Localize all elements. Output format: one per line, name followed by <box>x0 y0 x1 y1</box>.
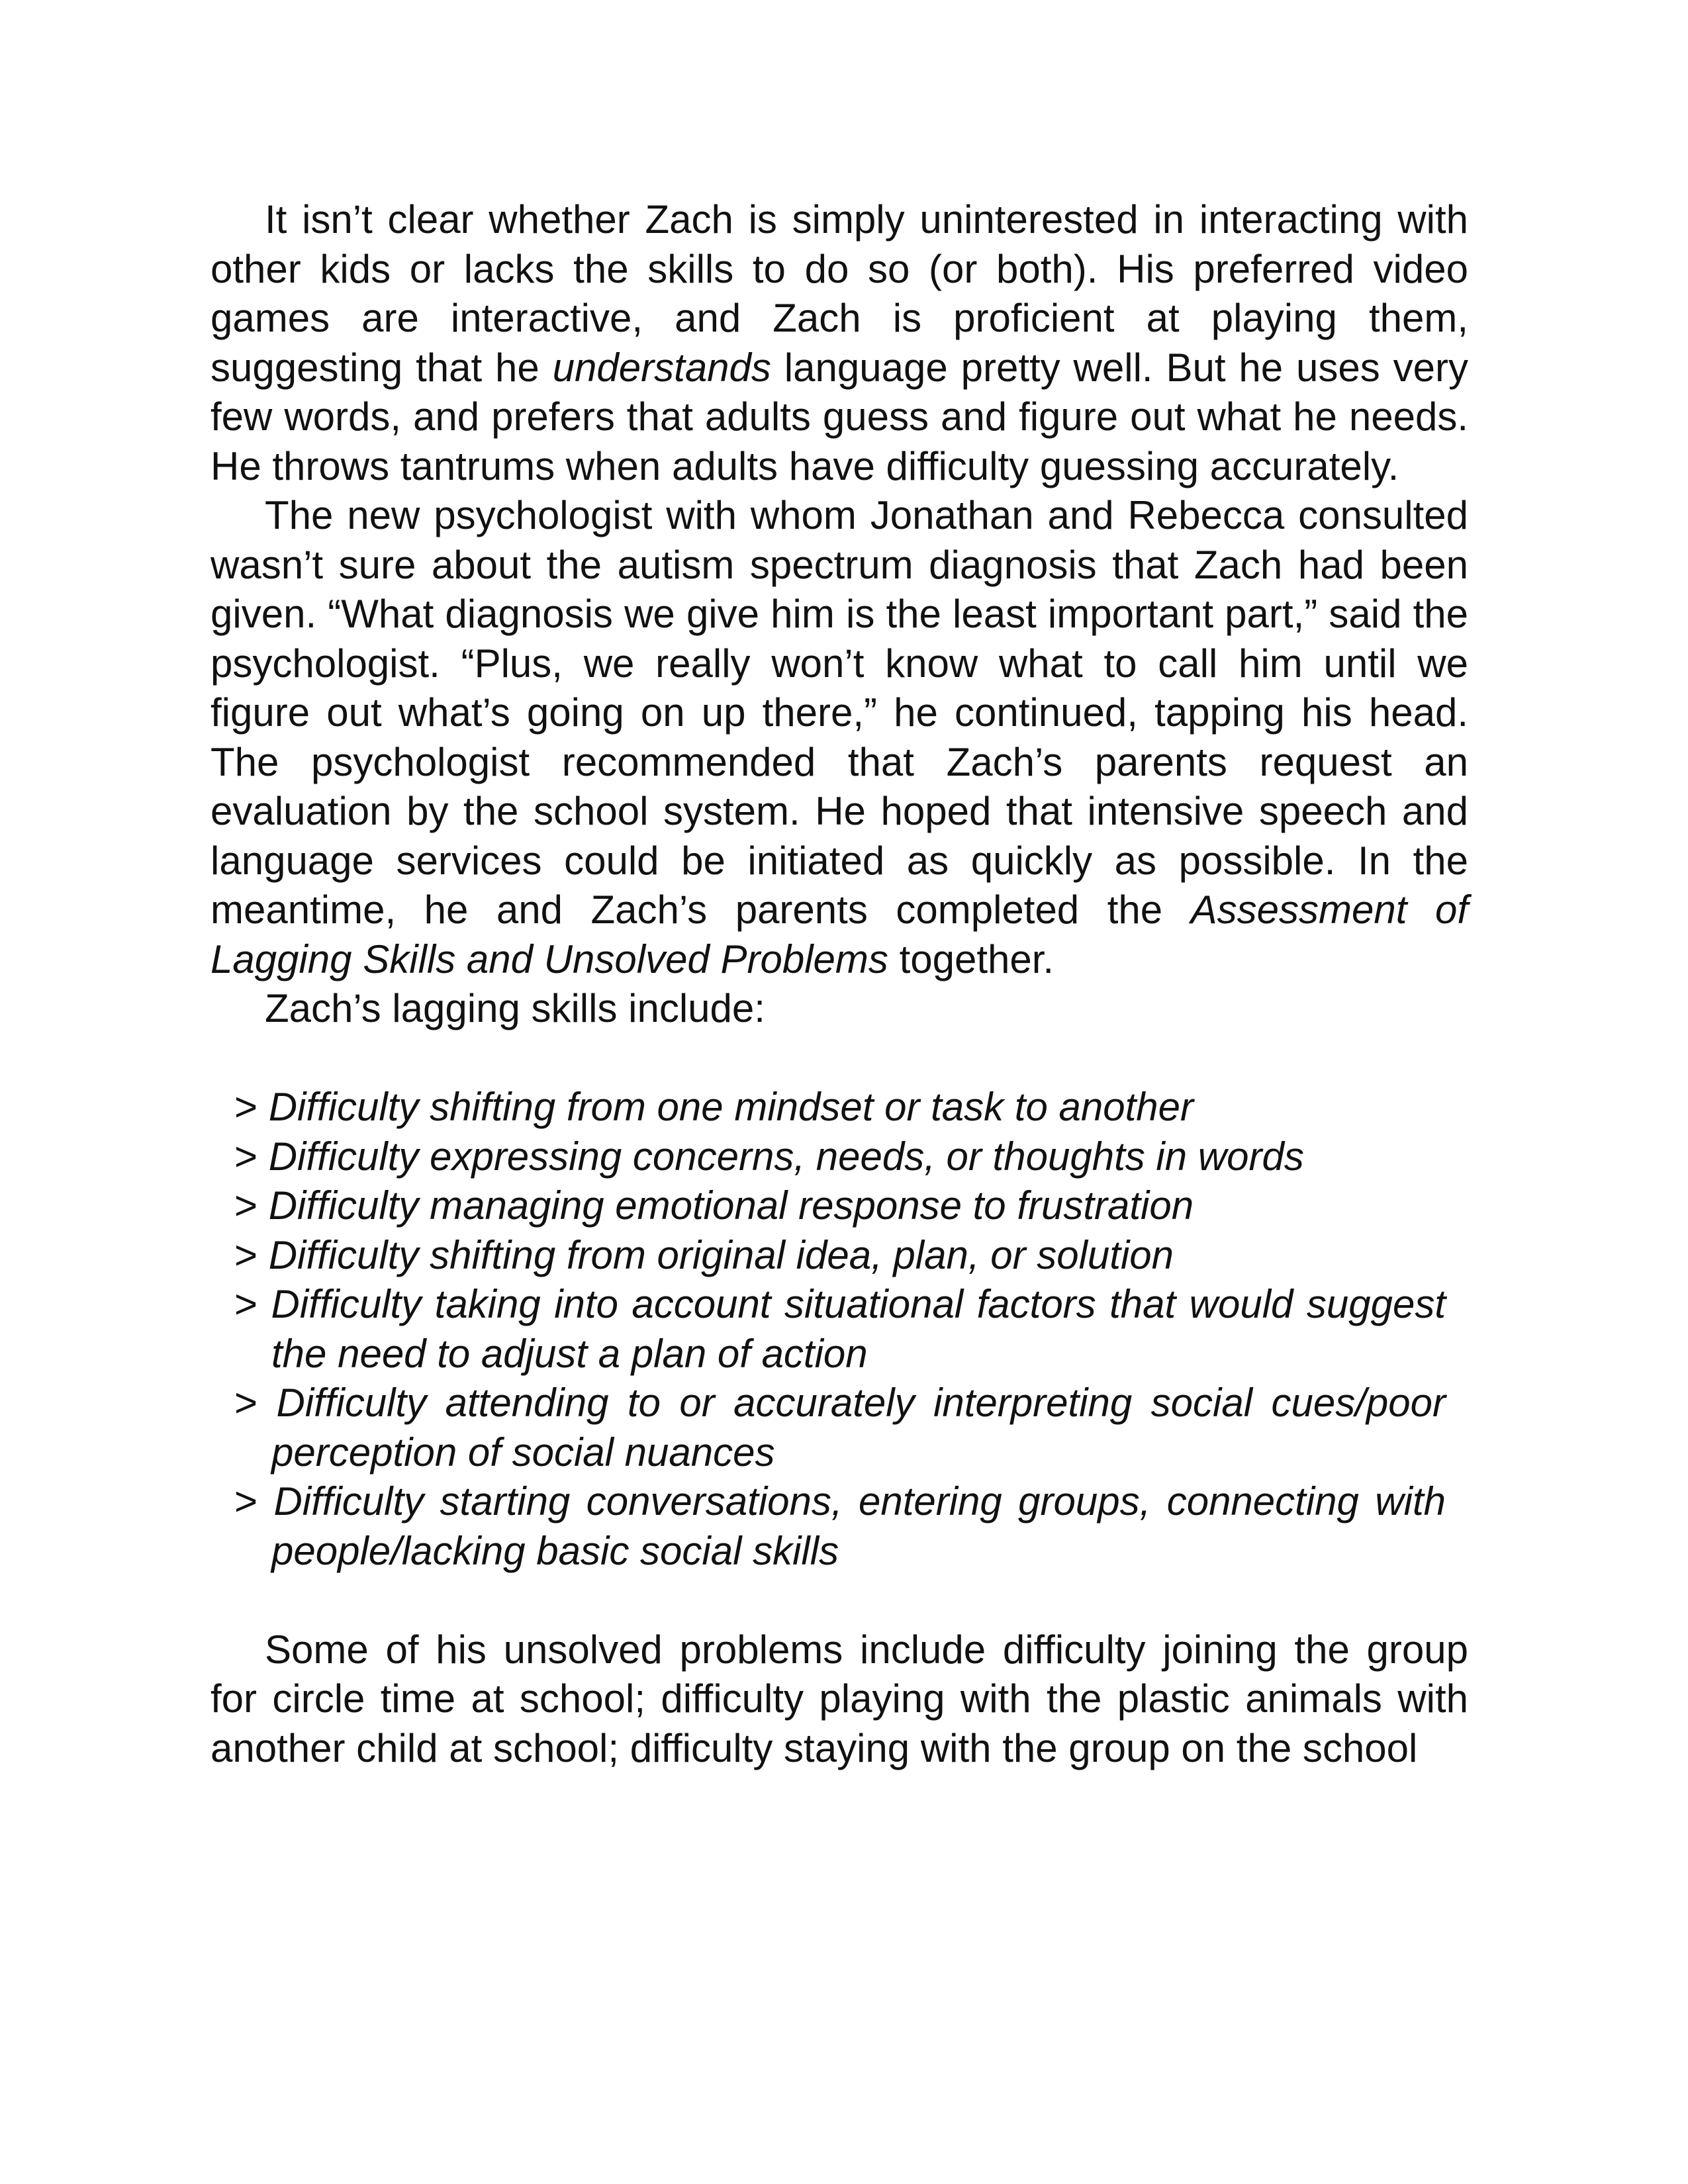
list-item-text: Difficulty expressing concerns, needs, or thoughts in words <box>268 1134 1304 1179</box>
list-marker: > <box>234 1381 258 1425</box>
list-item <box>234 1477 1446 1576</box>
body-text <box>211 195 1468 1773</box>
assessment-title: Assessment of Lagging Skills and Unsolved Problems <box>211 887 1468 981</box>
list-item <box>234 1181 1446 1231</box>
list-item <box>234 1083 1446 1132</box>
paragraph-unsolved-problems <box>211 1625 1468 1774</box>
list-item-text: Difficulty taking into account situational factors that would suggest the need to adjust a plan of action <box>271 1282 1446 1376</box>
list-marker: > <box>234 1479 258 1524</box>
list-marker: > <box>234 1282 258 1326</box>
list-item-text: Difficulty managing emotional response to frustration <box>268 1183 1194 1228</box>
paragraph-text-continued: language pretty well. But he uses very few words, and prefers that adults guess and figure out what he needs. He throws tantrums when adults have difficulty guessing accurately. <box>211 345 1468 488</box>
list-marker: > <box>234 1085 258 1129</box>
list-marker: > <box>234 1232 258 1277</box>
list-item <box>234 1379 1446 1477</box>
paragraph-text: Zach’s lagging skills include: <box>265 986 765 1030</box>
paragraph-text-continued: together. <box>888 936 1055 981</box>
paragraph-lagging-skills-intro <box>211 984 1468 1034</box>
list-item <box>234 1231 1446 1281</box>
paragraph-psychologist <box>211 491 1468 984</box>
emphasis-understands: understands <box>552 345 771 390</box>
paragraph-text: Some of his unsolved problems include difficulty joining the group for circle time at school; difficulty playing with the plastic animals with another child at school; difficulty staying with the group on the school <box>211 1627 1468 1770</box>
list-item <box>234 1280 1446 1379</box>
list-marker: > <box>234 1183 258 1228</box>
list-item-text: Difficulty starting conversations, entering groups, connecting with people/lacking basic social skills <box>271 1479 1446 1573</box>
list-item-text: Difficulty shifting from one mindset or task to another <box>268 1085 1194 1129</box>
list-item <box>234 1132 1446 1182</box>
list-item-text: Difficulty shifting from original idea, plan, or solution <box>268 1232 1174 1277</box>
paragraph-text: The new psychologist with whom Jonathan and Rebecca consulted wasn’t sure about the autism spectrum diagnosis that Zach had been given. “What diagnosis we give him is the least important part,” said the psychologist. “Plus, we really won’t know what to call him until we figure out what’s going on up there,” he continued, tapping his head. The psychologist recommended that Zach’s parents request an evaluation by the school system. He hoped that intensive speech and language services could be initiated as quickly as possible. In the meantime, he and Zach’s parents completed the <box>211 493 1468 932</box>
list-marker: > <box>234 1134 258 1179</box>
paragraph-zach-interaction <box>211 195 1468 491</box>
lagging-skills-list <box>211 1083 1446 1576</box>
list-item-text: Difficulty attending to or accurately interpreting social cues/poor perception of social nuances <box>271 1381 1446 1475</box>
paragraph-text: It isn’t clear whether Zach is simply uninterested in interacting with other kids or lacks the skills to do so (or both). His preferred video games are interactive, and Zach is proficient at playing them, suggesting that he <box>211 197 1468 390</box>
